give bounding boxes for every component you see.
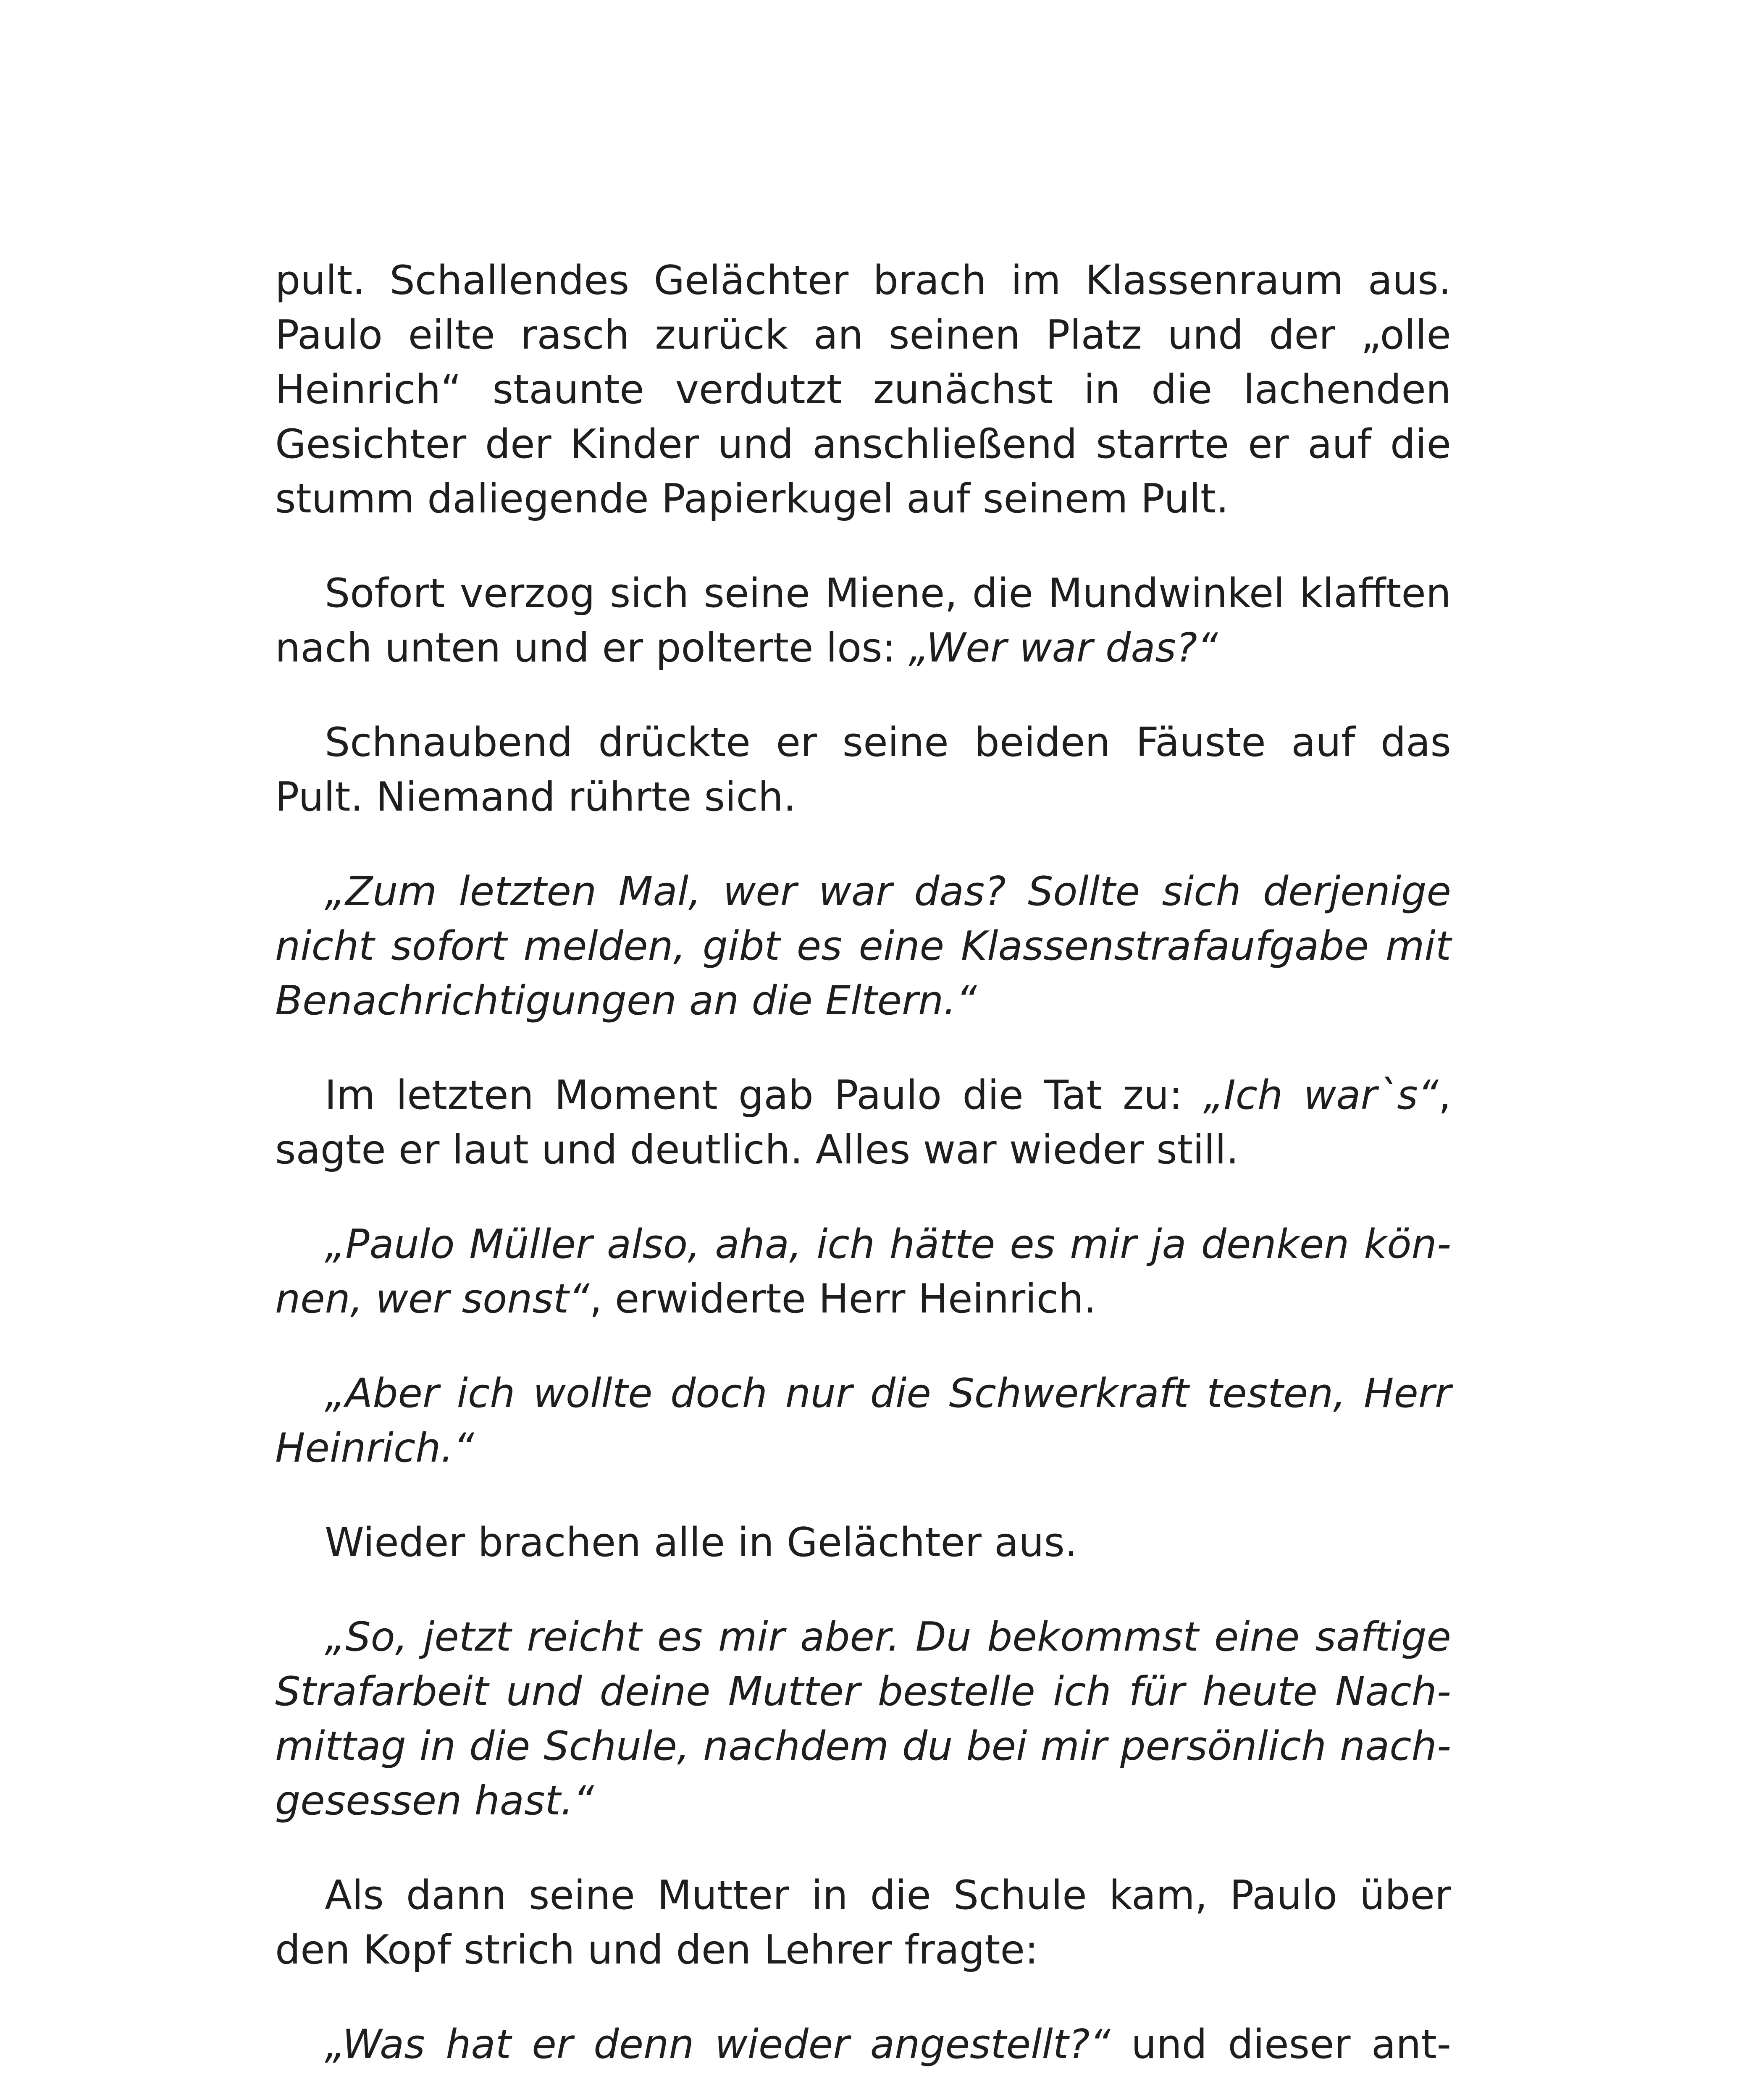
paragraph	[275, 1068, 1451, 1177]
paragraph	[275, 864, 1451, 1028]
paragraph	[275, 1868, 1451, 1977]
dialogue-segment: „Aber ich wollte doch nur die Schwerkraft testen, Herr Heinrich.“	[275, 1370, 1451, 1471]
paragraph	[275, 566, 1451, 675]
dialogue-segment: „Wer war das?“	[908, 625, 1218, 671]
paragraph	[275, 715, 1451, 824]
text-segment: , erwiderte Herr Heinrich.	[589, 1276, 1097, 1322]
paragraph	[275, 1217, 1451, 1326]
paragraph	[275, 253, 1451, 526]
paragraph	[275, 1610, 1451, 1828]
dialogue-segment: „So, jetzt reicht es mir aber. Du bekommst eine saftige Strafarbeit und deine Mutter bestelle ich für heute Nachmittag in die Schule, nachdem du bei mir persönlich nachgesessen hast.“	[275, 1614, 1451, 1824]
text-segment: pult. Schallendes Gelächter brach im Klassenraum aus. Paulo eilte rasch zurück an seinen Platz und der „olle Heinrich“ staunte verdutzt zunächst in die lachenden Gesichter der Kinder und anschließend starrte er auf die stumm daliegende Papierkugel auf seinem Pult.	[275, 257, 1451, 522]
text-segment: und dieser ant-	[1110, 2021, 1451, 2068]
text-segment: Im letzten Moment gab Paulo die Tat zu:	[325, 1072, 1203, 1118]
text-segment: Schnaubend drückte er seine beiden Fäuste auf das Pult. Niemand rührte sich.	[275, 719, 1451, 820]
dialogue-segment: „Was hat er denn wieder angestellt?“	[325, 2021, 1111, 2068]
dialogue-segment: „Paulo Müller also, aha, ich hätte es mir ja denken können, wer sonst“	[275, 1221, 1451, 1322]
text-segment: Sofort verzog sich seine Miene, die Mundwinkel klafften nach unten und er polterte los:	[275, 570, 1451, 671]
body-text	[275, 253, 1451, 2072]
text-segment: Wieder brachen alle in Gelächter aus.	[325, 1520, 1078, 1566]
dialogue-segment: „Ich war`s“	[1203, 1072, 1439, 1118]
paragraph	[275, 2017, 1451, 2072]
dialogue-segment: „Zum letzten Mal, wer war das? Sollte sich derjenige nicht sofort melden, gibt es eine Klassenstrafaufgabe mit Benachrichtigungen an die Eltern.“	[275, 869, 1451, 1024]
paragraph	[275, 1366, 1451, 1475]
paragraph	[275, 1515, 1451, 1570]
text-segment: , sagte er laut und deutlich. Alles war wieder still.	[275, 1072, 1451, 1173]
text-segment: Als dann seine Mutter in die Schule kam, Paulo über den Kopf strich und den Lehrer fragte:	[275, 1872, 1451, 1973]
